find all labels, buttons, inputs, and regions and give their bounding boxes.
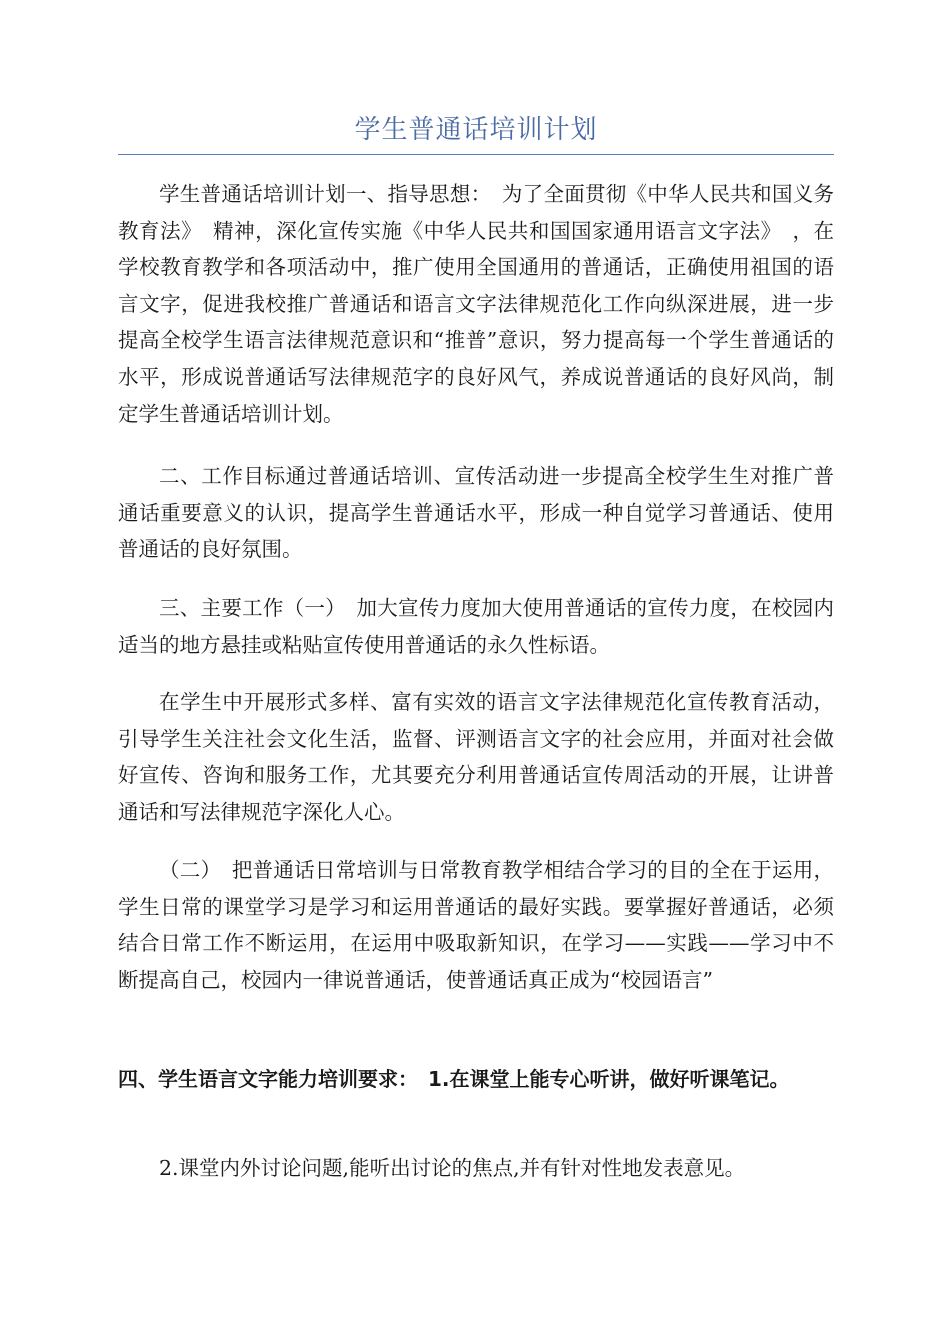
title-underline [118,154,834,155]
paragraph-main-work-publicity: 三、主要工作（一） 加大宣传力度加大使用普通话的宣传力度，在校园内适当的地方悬挂或粘贴宣传使用普通话的永久性标语。 [118,596,834,657]
paragraph-daily-training: （二） 把普通话日常培训与日常教育教学相结合学习的目的全在于运用，学生日常的课堂学习是学习和运用普通话的最好实践。要掌握好普通话，必须结合日常工作不断运用，在运用中吸取新知识，在学习——实践——学习中不断提高自己，校园内一律说普通话，使普通话真正成为“校园语言” [118,858,834,992]
paragraph-requirement-2: 2.课堂内外讨论问题,能听出讨论的焦点,并有针对性地发表意见。 [159,1156,746,1180]
paragraph-guiding-ideology: 学生普通话培训计划一、指导思想： 为了全面贯彻《中华人民共和国义务教育法》 精神，深化宣传实施《中华人民共和国国家通用语言文字法》 ，在学校教育教学和各项活动中，推广使用全国通用的普通话，正确使用祖国的语言文字，促进我校推广普通话和语言文字法律规范化工作向纵深进展，进一步提高全校学生语言法律规范意识和“推普”意识，努力提高每一个学生普通话的水平，形成说普通话写法律规范字的良好风气，养成说普通话的良好风尚，制定学生普通话培训计划。 [118,182,834,426]
paragraph-work-goals: 二、工作目标通过普通话培训、宣传活动进一步提高全校学生生对推广普通话重要意义的认识，提高学生普通话水平，形成一种自觉学习普通话、使用普通话的良好氛围。 [118,464,834,562]
paragraph-activities: 在学生中开展形式多样、富有实效的语言文字法律规范化宣传教育活动，引导学生关注社会文化生活，监督、评测语言文字的社会应用，并面对社会做好宣传、咨询和服务工作，尤其要充分利用普通话宣传周活动的开展，让讲普通话和写法律规范字深化人心。 [118,690,834,824]
document-title: 学生普通话培训计划 [354,115,598,145]
paragraph-requirements-heading: 四、学生语言文字能力培训要求： 1.在课堂上能专心听讲，做好听课笔记。 [118,1067,790,1091]
